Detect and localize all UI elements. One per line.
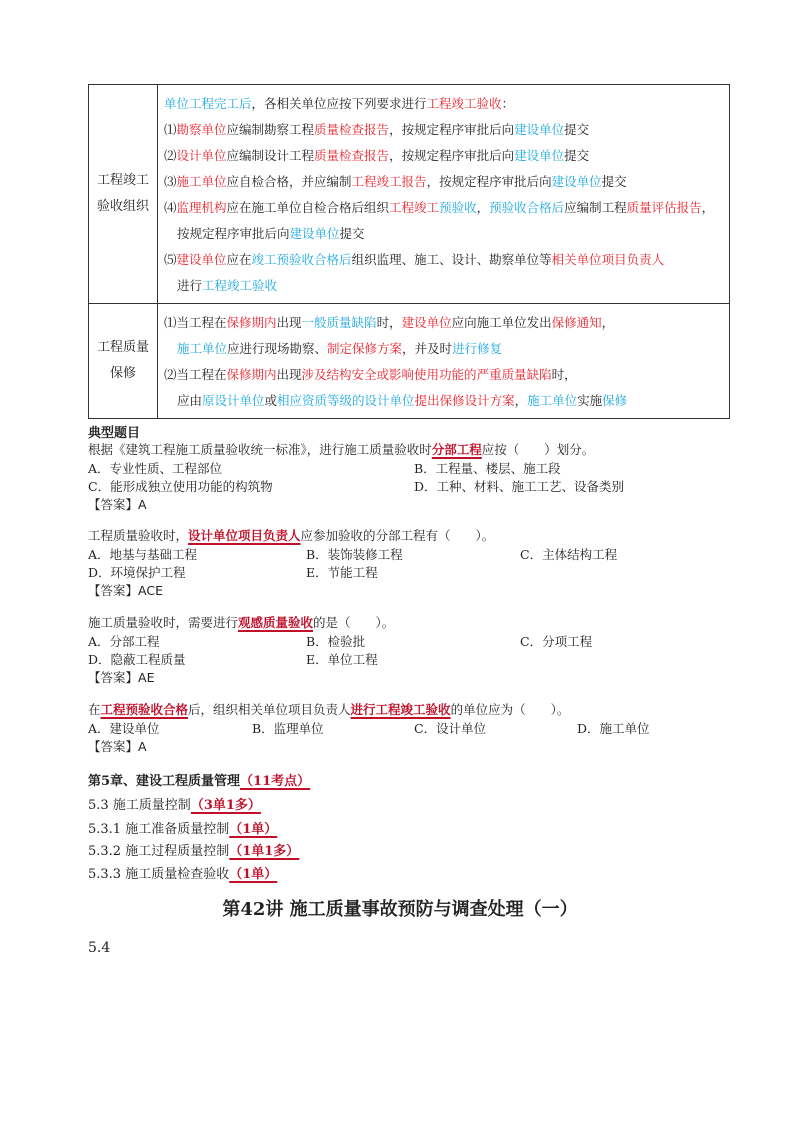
text-span: 预验收合格后 — [489, 200, 565, 215]
text-span: 出现 — [276, 315, 302, 330]
table-row-acceptance — [89, 85, 729, 304]
text-span: ⑵当工程在 — [164, 367, 227, 382]
section-number: 5.4 — [88, 940, 111, 956]
content-line — [164, 195, 729, 221]
text-span: 施工单位 — [527, 393, 578, 408]
content-line — [164, 91, 729, 117]
text-span: 提交 — [339, 226, 365, 241]
row-label-line1: 工程质量 — [96, 340, 149, 355]
text-span: ： — [501, 96, 515, 111]
option: A．地基与基础工程 — [88, 547, 198, 562]
answer-label: 【答案】 — [88, 739, 139, 754]
option: D．环境保护工程 — [88, 565, 186, 580]
key-term: 分部工程 — [431, 442, 482, 457]
option: B．工程量、楼层、施工段 — [414, 461, 561, 476]
option: D．工种、材料、施工工艺、设备类别 — [414, 479, 625, 494]
content-line — [164, 336, 729, 362]
text-span: ，并及时 — [402, 341, 453, 356]
text-span: 预验收 — [439, 200, 477, 215]
text-span: ， — [476, 200, 490, 215]
answer — [88, 495, 147, 513]
option: E．单位工程 — [306, 652, 378, 667]
text-span: 应由 — [177, 393, 203, 408]
question-stem — [88, 700, 569, 718]
question-stem — [88, 440, 594, 458]
text-span: 应编制工程 — [564, 200, 627, 215]
text-span: 5.3.2 施工过程质量控制 — [88, 844, 230, 859]
text-span: 勘察单位 — [176, 122, 227, 137]
text-span: ⑷ — [164, 200, 177, 215]
text-span: 一般质量缺陷 — [301, 315, 377, 330]
option: A．分部工程 — [88, 634, 160, 649]
text-span: ，按规定程序审批后向 — [389, 122, 515, 137]
answer-label: 【答案】 — [88, 670, 139, 685]
option: B．装饰装修工程 — [306, 547, 403, 562]
option: B．监理单位 — [252, 721, 324, 736]
content-line — [164, 169, 729, 195]
option: C．主体结构工程 — [520, 547, 618, 562]
content-line — [164, 310, 729, 336]
answer — [88, 737, 147, 755]
content-line — [164, 388, 729, 414]
answer — [88, 581, 163, 599]
option: D．施工单位 — [577, 721, 650, 736]
text-span: 建设单位 — [514, 148, 565, 163]
text-span: 提出保修设计方案 — [414, 393, 515, 408]
content-line — [164, 143, 729, 169]
text-span: ， — [701, 200, 715, 215]
answer-value: A — [138, 497, 147, 512]
text-span: ， — [601, 315, 615, 330]
key-term: 观感质量验收 — [238, 615, 314, 630]
text-span: 工程竣工验收 — [426, 96, 502, 111]
text-span: 原设计单位 — [202, 393, 265, 408]
row-content — [158, 304, 729, 418]
text-span: ⑸ — [164, 252, 177, 267]
text-span: 质量评估报告 — [626, 200, 702, 215]
text-span: 建设单位 — [514, 122, 565, 137]
text-span: 或 — [264, 393, 278, 408]
tag: （11考点） — [240, 774, 311, 789]
text-span: 应按（ ）划分。 — [481, 442, 595, 457]
option: E．节能工程 — [306, 565, 378, 580]
row-label — [89, 304, 158, 418]
key-term: 工程预验收合格 — [100, 702, 189, 717]
text-span: 制定保修方案 — [327, 341, 403, 356]
option: B．检验批 — [306, 634, 366, 649]
tag: （3单1多） — [190, 798, 261, 813]
text-span: 进行 — [177, 278, 203, 293]
row-content — [158, 85, 729, 303]
text-span: 时， — [551, 367, 577, 382]
text-span: 的单位应为（ ）。 — [450, 702, 570, 717]
text-span: 进行修复 — [452, 341, 503, 356]
text-span: 时， — [376, 315, 402, 330]
text-span: 质量检查报告 — [314, 122, 390, 137]
tag: （1单1多） — [229, 844, 300, 859]
content-line — [164, 221, 729, 247]
text-span: 建设单位 — [289, 226, 340, 241]
text-span: ，各相关单位应按下列要求进行 — [251, 96, 427, 111]
option: A．建设单位 — [88, 721, 160, 736]
content-line — [164, 273, 729, 299]
text-span: 应在施工单位自检合格后组织 — [226, 200, 390, 215]
text-span: 保修 — [602, 393, 628, 408]
summary-table — [88, 84, 730, 419]
text-span: 质量检查报告 — [314, 148, 390, 163]
question-stem — [88, 613, 394, 631]
text-span: ⑶ — [164, 174, 177, 189]
text-span: 应编制设计工程 — [226, 148, 315, 163]
text-span: ，按规定程序审批后向 — [426, 174, 552, 189]
text-span: 施工质量验收时，需要进行 — [88, 615, 239, 630]
option: C．分项工程 — [520, 634, 593, 649]
text-span: 设计单位 — [176, 148, 227, 163]
text-span: 保修期内 — [226, 367, 277, 382]
question-stem — [88, 526, 494, 544]
key-term: 进行工程竣工验收 — [350, 702, 451, 717]
text-span: 保修通知 — [551, 315, 602, 330]
text-span: 组织监理、施工、设计、勘察单位等 — [351, 252, 552, 267]
text-span: 相关单位项目负责人 — [551, 252, 665, 267]
row-label-line2: 保修 — [109, 366, 136, 381]
text-span: 建设单位 — [401, 315, 452, 330]
text-span: 应编制勘察工程 — [226, 122, 315, 137]
option: D．隐蔽工程质量 — [88, 652, 186, 667]
text-span: 应参加验收的分部工程有（ ）。 — [300, 528, 495, 543]
text-span: 工程竣工报告 — [351, 174, 427, 189]
text-span: 出现 — [276, 367, 302, 382]
text-span: 单位工程完工后 — [164, 96, 252, 111]
row-label-line1: 工程竣工 — [96, 173, 149, 188]
text-span: 应自检合格，并应编制 — [226, 174, 352, 189]
text-span: 实施 — [577, 393, 603, 408]
tag: （1单） — [229, 822, 278, 837]
text-span: 应在 — [226, 252, 252, 267]
option: C．设计单位 — [414, 721, 487, 736]
text-span: 严重质量缺陷 — [476, 367, 552, 382]
text-span: ，按规定程序审批后向 — [389, 148, 515, 163]
text-span: 第5章、建设工程质量管理 — [88, 774, 241, 789]
answer-value: ACE — [138, 583, 163, 598]
key-term: 设计单位项目负责人 — [188, 528, 301, 543]
text-span: 相应资质等级的设计单位 — [277, 393, 415, 408]
text-span: 提交 — [564, 122, 590, 137]
text-span: 提交 — [601, 174, 627, 189]
answer-label: 【答案】 — [88, 497, 139, 512]
answer-label: 【答案】 — [88, 583, 139, 598]
outline-item — [88, 818, 277, 837]
outline-item — [88, 863, 277, 882]
text-span: 施工单位 — [177, 341, 228, 356]
text-span: 监理机构 — [176, 200, 227, 215]
content-line — [164, 362, 729, 388]
table-row-warranty — [89, 304, 729, 418]
text-span: 5.3 施工质量控制 — [88, 798, 191, 813]
option: A．专业性质、工程部位 — [88, 461, 223, 476]
text-span: ⑴ — [164, 122, 177, 137]
text-span: 涉及结构安全或影响使用功能的 — [301, 367, 477, 382]
outline-item — [88, 794, 261, 813]
row-label — [89, 85, 158, 303]
text-span: 施工单位 — [176, 174, 227, 189]
text-span: 的是（ ）。 — [313, 615, 395, 630]
answer-value: A — [138, 739, 147, 754]
section-title: 典型题目 — [88, 426, 141, 441]
text-span: 在 — [88, 702, 101, 717]
chapter-heading — [88, 770, 310, 789]
text-span: ⑴当工程在 — [164, 315, 227, 330]
text-span: 按规定程序审批后向 — [177, 226, 290, 241]
text-span: ， — [514, 393, 528, 408]
text-span: 竣工预验收合格后 — [251, 252, 352, 267]
text-span: 提交 — [564, 148, 590, 163]
text-span: 应向施工单位发出 — [451, 315, 552, 330]
text-span: 根据《建筑工程施工质量验收统一标准》，进行施工质量验收时 — [88, 442, 432, 457]
text-span: 工程质量验收时， — [88, 528, 189, 543]
text-span: 保修期内 — [226, 315, 277, 330]
lecture-title: 第42讲 施工质量事故预防与调查处理（一） — [222, 899, 578, 920]
tag: （1单） — [229, 867, 278, 882]
answer — [88, 668, 154, 686]
row-label-line2: 验收组织 — [96, 199, 149, 214]
text-span: 建设单位 — [551, 174, 602, 189]
text-span: 应进行现场勘察、 — [227, 341, 328, 356]
text-span: ⑵ — [164, 148, 177, 163]
text-span: 工程竣工验收 — [202, 278, 278, 293]
answer-value: AE — [138, 670, 155, 685]
outline-item — [88, 840, 299, 859]
text-span: 后，组织相关单位项目负责人 — [188, 702, 351, 717]
text-span: 5.3.1 施工准备质量控制 — [88, 822, 230, 837]
text-span: 5.3.3 施工质量检查验收 — [88, 867, 230, 882]
option: C．能形成独立使用功能的构筑物 — [88, 479, 273, 494]
content-line — [164, 117, 729, 143]
content-line — [164, 247, 729, 273]
text-span: 建设单位 — [176, 252, 227, 267]
text-span: 工程竣工 — [389, 200, 440, 215]
